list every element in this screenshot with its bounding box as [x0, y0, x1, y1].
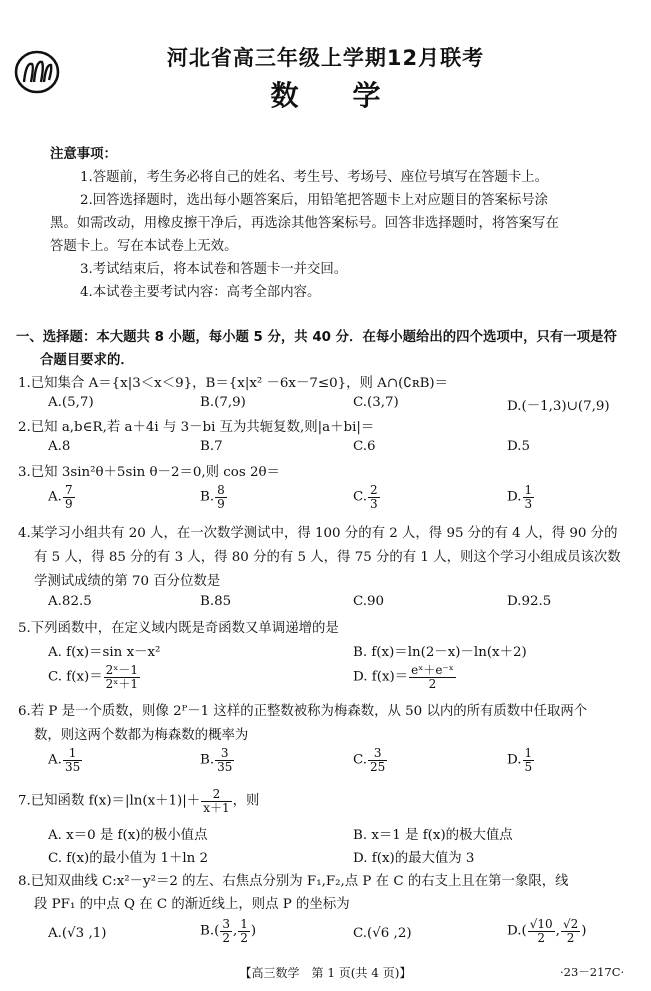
- page-footer: 【高三数学 第 1 页(共 4 页)】: [239, 966, 412, 980]
- q5-option-d: D. f(x)＝ $\frac{\text{eˣ＋e⁻ˣ}}{2}$: [353, 663, 454, 691]
- notice-line: 3.考试结束后，将本试卷和答题卡一并交回。: [80, 262, 348, 277]
- question-6-line: 6.若 P 是一个质数，则像 2ᴾ－1 这样的正整数被称为梅森数，从 50 以内的所有质数中任取两个: [18, 704, 588, 719]
- q1-option-a: A.(5,7): [48, 395, 94, 410]
- question-1-stem: 1.已知集合 A＝{x|3＜x＜9}，B＝{x|x² －6x－7≤0}，则 A∩(∁ʀB)＝: [18, 376, 449, 391]
- question-2-stem: 2.已知 a,b∈R,若 a＋4i 与 3－bi 互为共轭复数,则|a＋bi|＝: [18, 420, 375, 435]
- question-8-line: 8.已知双曲线 C:x²－y²＝2 的左、右焦点分别为 F₁,F₂,点 P 在 C 的右支上且在第一象限，线: [18, 874, 569, 889]
- q4-option-a: A.82.5: [48, 594, 92, 609]
- question-4-line: 学测试成绩的第 70 百分位数是: [34, 574, 221, 589]
- q5-option-a: A. f(x)＝sin x－x²: [48, 645, 161, 660]
- q1-option-d: D.(－1,3)∪(7,9): [507, 399, 610, 414]
- q3-option-a: A. $\frac{7}{9}$: [48, 483, 73, 511]
- q2-option-a: A.8: [48, 439, 71, 454]
- q3-option-c: C. $\frac{2}{3}$: [353, 483, 378, 511]
- question-4-line: 有 5 人，得 85 分的有 3 人，得 80 分的有 5 人，得 75 分的有 1 人，则这个学习小组成员该次数: [34, 550, 621, 565]
- q1-option-b: B.(7,9): [200, 395, 246, 410]
- q6-option-d: D. $\frac{1}{5}$: [507, 746, 533, 774]
- section-heading: 一、选择题：本大题共 8 小题，每小题 5 分，共 40 分．在每小题给出的四个选项中，只有一项是符: [16, 330, 617, 345]
- exam-title: 河北省高三年级上学期12月联考: [166, 46, 485, 70]
- notice-line: 1.答题前，考生务必将自己的姓名、考生号、考场号、座位号填写在答题卡上。: [80, 170, 549, 185]
- q3-option-d: D. $\frac{1}{3}$: [507, 483, 533, 511]
- q8-option-d: D.( $\frac{√10}{2}$ , $\frac{√2}{2}$ ): [507, 917, 587, 945]
- q6-option-b: B. $\frac{3}{35}$: [200, 746, 233, 774]
- notice-line: 2.回答选择题时，选出每小题答案后，用铅笔把答题卡上对应题目的答案标号涂: [80, 193, 549, 208]
- q1-option-c: C.(3,7): [353, 395, 399, 410]
- q2-option-b: B.7: [200, 439, 223, 454]
- q7-option-d: D. f(x)的最大值为 3: [353, 851, 475, 866]
- q8-option-c: C.(√6 ,2): [353, 926, 412, 941]
- notice-line: 黑。如需改动，用橡皮擦干净后，再选涂其他答案标号。回答非选择题时，将答案写在: [50, 216, 559, 231]
- question-6-line: 数，则这两个数都为梅森数的概率为: [34, 728, 249, 743]
- paper-code: ·23－217C·: [560, 965, 625, 979]
- notice-heading: 注意事项：: [50, 147, 117, 162]
- q4-option-c: C.90: [353, 594, 385, 609]
- section-heading-cont: 合题目要求的．: [40, 353, 134, 368]
- q8-option-a: A.(√3 ,1): [48, 926, 107, 941]
- q4-option-b: B.85: [200, 594, 232, 609]
- notice-line: 4.本试卷主要考试内容：高考全部内容。: [80, 285, 321, 300]
- q5-option-c: C. f(x)＝ $\frac{\text{2ˣ－1}}{\text{2ˣ＋1}}$: [48, 663, 138, 691]
- subject-title: 数学: [270, 79, 435, 112]
- q6-option-a: A. $\frac{1}{35}$: [48, 746, 81, 774]
- question-3-stem: 3.已知 3sin²θ＋5sin θ－2＝0,则 cos 2θ＝: [18, 465, 280, 480]
- q2-option-d: D.5: [507, 439, 531, 454]
- q3-option-b: B. $\frac{8}{9}$: [200, 483, 225, 511]
- q7-option-c: C. f(x)的最小值为 1＋ln 2: [48, 851, 209, 866]
- question-8-line: 段 PF₁ 的中点 Q 在 C 的渐近线上，则点 P 的坐标为: [34, 897, 350, 912]
- question-5-stem: 5.下列函数中，在定义域内既是奇函数又单调递增的是: [18, 621, 339, 636]
- q7-option-a: A. x＝0 是 f(x)的极小值点: [48, 828, 208, 843]
- q8-option-b: B.( $\frac{3}{2}$ , $\frac{1}{2}$ ): [200, 917, 257, 945]
- q7-option-b: B. x＝1 是 f(x)的极大值点: [353, 828, 513, 843]
- notice-line: 答题卡上。写在本试卷上无效。: [50, 239, 238, 254]
- q4-option-d: D.92.5: [507, 594, 552, 609]
- q5-option-b: B. f(x)＝ln(2－x)－ln(x＋2): [353, 645, 527, 660]
- question-7-stem: 7.已知函数 f(x)＝|ln(x＋1)|＋ $\frac{2}{x+1}$ ，则: [18, 787, 260, 815]
- q6-option-c: C. $\frac{3}{25}$: [353, 746, 386, 774]
- q2-option-c: C.6: [353, 439, 376, 454]
- question-4-line: 4.某学习小组共有 20 人，在一次数学测试中，得 100 分的有 2 人，得 95 分的有 4 人，得 90 分的: [18, 526, 618, 541]
